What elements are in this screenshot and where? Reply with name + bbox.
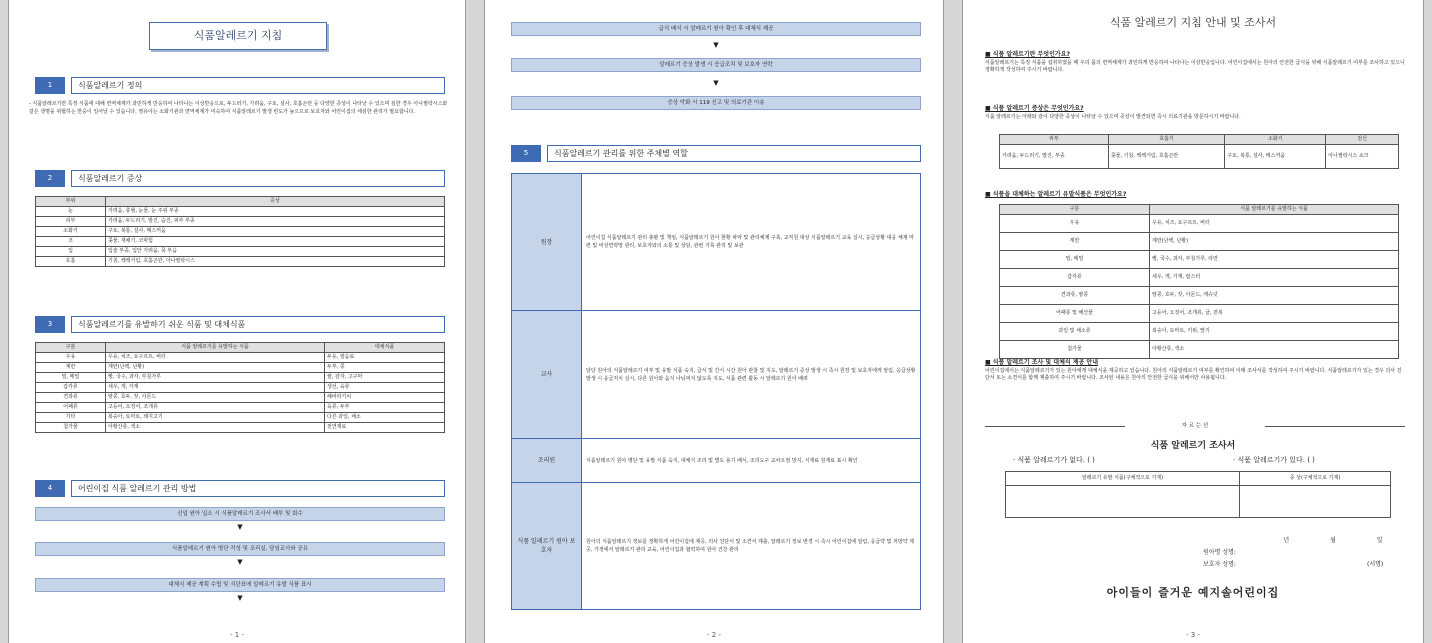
cell: 두부, 콩	[325, 363, 445, 373]
page-number: - 3 -	[1186, 631, 1200, 639]
down-arrow-icon: ▼	[713, 79, 719, 87]
subheading-text: ■ 식품 알레르기란 무엇인가요?	[985, 51, 1070, 58]
flow-step: 급식 배식 시 알레르기 원아 확인 후 대체식 제공	[511, 22, 921, 36]
section-number: 1	[35, 77, 65, 94]
table-row	[512, 439, 921, 483]
cell: 해바라기씨	[325, 393, 445, 403]
table-row	[1000, 287, 1399, 305]
section-number: 2	[35, 170, 65, 187]
table-header: 식품 알레르기를 유발하는 식품	[1150, 205, 1399, 215]
allergy-food-input[interactable]	[1006, 486, 1240, 518]
cell: 천연재료	[325, 423, 445, 433]
date-year: 년	[1283, 537, 1290, 544]
cut-line	[985, 422, 1405, 430]
cell: 첨가물	[36, 423, 106, 433]
cell: 어패류	[36, 403, 106, 413]
cell: 입술 부종, 입안 가려움, 목 부음	[106, 247, 445, 257]
paragraph: 식품알레르기는 특정 식품을 섭취하였을 때 우리 몸의 면역체계가 과민하게 반응하여 나타나는 이상반응입니다. 어린이집에서는 원아의 안전한 급식을 위해 식품알레르기 여부를 조사하고 있으니 정확하게 작성하여 주시기 바랍니다.	[985, 60, 1405, 73]
cell: 새우, 게, 가재	[106, 383, 325, 393]
subheading	[985, 358, 1098, 367]
flow-step: 알레르기 증상 발생 시 응급조치 및 보호자 연락	[511, 58, 921, 72]
role-label: 조리원	[512, 439, 582, 483]
subheading	[985, 104, 1084, 113]
role-label: 원장	[512, 174, 582, 311]
cell: 복숭아, 토마토, 키위, 딸기	[1150, 323, 1399, 341]
flow-step: 대체식 제공 계획 수립 및 식단표에 알레르기 유발 식품 표시	[35, 578, 445, 592]
option-has-allergy[interactable]: · 식품 알레르기가 있다. ( )	[1233, 456, 1315, 464]
cell: 구토, 복통, 설사, 메스꺼움	[106, 227, 445, 237]
table-row	[36, 247, 445, 257]
role-text: 원아의 식품알레르기 정보를 정확하게 어린이집에 제공, 의사 진단서 및 소견서 제출, 알레르기 정보 변경 시 즉시 어린이집에 알림, 응급약 및 처방약 제공, 가정에서 알레르기 관리 교육, 어린이집과 협력하여 원아 건강 관리	[582, 483, 921, 610]
cell: 새우, 게, 가재, 랍스터	[1150, 269, 1399, 287]
table-row	[1000, 215, 1399, 233]
cell: 우유	[1000, 215, 1150, 233]
page-title: 식품알레르기 지침	[149, 22, 327, 50]
table-row	[512, 174, 921, 311]
page-number: - 2 -	[707, 631, 721, 639]
cell: 아황산류, 색소	[106, 423, 325, 433]
table-header: 호흡기	[1108, 135, 1225, 145]
cell: 가려움, 충혈, 눈물, 눈 주위 부종	[106, 207, 445, 217]
cell: 어패류 및 해산물	[1000, 305, 1150, 323]
table-header: 증 상(구체적으로 기재)	[1240, 472, 1391, 486]
section-title: 식품알레르기 증상	[71, 170, 445, 187]
table-row	[36, 257, 445, 267]
table-header: 대체식품	[325, 343, 445, 353]
table-row	[36, 237, 445, 247]
role-text: 담당 원아의 식품알레르기 여부 및 유발 식품 숙지, 급식 및 간식 시간 원아 관찰 및 지도, 알레르기 증상 발생 시 즉시 원장 및 보호자에게 알림, 응급상황 발생 시 응급처치 실시, 다른 원아와 음식 나눠먹지 않도록 지도, 식품 관련 활동 시 알레르기 원아 배려	[582, 311, 921, 439]
cell: 계란	[36, 363, 106, 373]
cell: 눈	[36, 207, 106, 217]
cell: 우유, 치즈, 요구르트, 버터	[1150, 215, 1399, 233]
child-name-label: 원아명 성명:	[1203, 549, 1236, 556]
cut-label: 자 르 는 선	[1181, 423, 1209, 429]
cell: 두유, 쌀음료	[325, 353, 445, 363]
cell: 땅콩, 호두, 잣, 아몬드	[106, 393, 325, 403]
cell: 계란(난백, 난황)	[106, 363, 325, 373]
table-row	[36, 413, 445, 423]
section-title: 식품알레르기 관리를 위한 주체별 역할	[547, 145, 921, 162]
table-row	[36, 363, 445, 373]
cell: 쌀, 감자, 고구마	[325, 373, 445, 383]
cell: 첨가물	[1000, 341, 1150, 359]
food-table	[999, 204, 1399, 359]
table-row	[512, 311, 921, 439]
table-row	[1000, 341, 1399, 359]
guardian-name-label: 보호자 성명:	[1203, 561, 1236, 568]
subheading-text: ■ 식품 알레르기 조사 및 대체식 제공 안내	[985, 359, 1099, 366]
table-row	[36, 353, 445, 363]
cell: 복숭아, 토마토, 돼지고기	[106, 413, 325, 423]
section-5-header	[511, 145, 921, 162]
cell: 우유	[36, 353, 106, 363]
section-title: 어린이집 식품 알레르기 관리 방법	[71, 480, 445, 497]
table-row	[1000, 323, 1399, 341]
cell: 콧물, 기침, 쌕쌕거림, 호흡곤란	[1108, 145, 1225, 169]
section-title: 식품알레르기 정의	[71, 77, 445, 94]
cell: 호흡	[36, 257, 106, 267]
cell: 가려움, 두드러기, 발진, 습진, 피부 부종	[106, 217, 445, 227]
cell: 계란(난백, 난황)	[1150, 233, 1399, 251]
table-header: 증상	[106, 197, 445, 207]
section-title: 식품알레르기를 유발하기 쉬운 식품 및 대체식품	[71, 316, 445, 333]
cell: 땅콩, 호두, 잣, 아몬드, 캐슈넛	[1150, 287, 1399, 305]
table-row	[36, 383, 445, 393]
cell: 빵, 국수, 과자, 부침가루	[106, 373, 325, 383]
cell: 코	[36, 237, 106, 247]
table-header: 소화기	[1225, 135, 1326, 145]
cell: 견과류	[36, 393, 106, 403]
down-arrow-icon: ▼	[237, 594, 243, 602]
section-number: 5	[511, 145, 541, 162]
flow-step: 신입 원아 입소 시 식품알레르기 조사서 배부 및 회수	[35, 507, 445, 521]
table-header: 피부	[1000, 135, 1109, 145]
cell: 아황산류, 색소	[1150, 341, 1399, 359]
section-number: 4	[35, 480, 65, 497]
role-text: 식품알레르기 원아 명단 및 유발 식품 숙지, 대체식 조리 및 별도 용기 배식, 조리도구 교차오염 방지, 식재료 원재료 표시 확인	[582, 439, 921, 483]
cell: 고등어, 오징어, 조개류, 굴, 전복	[1150, 305, 1399, 323]
table-row	[1000, 233, 1399, 251]
paragraph: 어린이집에서는 식품알레르기가 있는 원아에게 대체식을 제공하고 있습니다. 원아의 식품알레르기 여부를 확인하여 아래 조사서를 작성하여 주시기 바랍니다. 식품알레르기가 있는 경우 의사 진단서 또는 소견서를 함께 제출하여 주시기 바랍니다. 조사된 내용은 원아의 안전한 급식을 위해서만 사용됩니다.	[985, 368, 1402, 381]
table-row	[36, 403, 445, 413]
table-header: 전신	[1326, 135, 1399, 145]
section-number: 3	[35, 316, 65, 333]
section-4-header	[35, 480, 445, 497]
survey-title: 식품 알레르기 조사서	[1150, 441, 1236, 451]
section-1-header	[35, 77, 445, 94]
symptom-table	[35, 196, 445, 267]
table-header: 구분	[36, 343, 106, 353]
table-row	[36, 373, 445, 383]
cell: 갑각류	[1000, 269, 1150, 287]
cell: 육류, 두부	[325, 403, 445, 413]
page-title: 식품 알레르기 지침 안내 및 조사서	[1109, 16, 1277, 29]
table-row	[1000, 269, 1399, 287]
role-label: 식품 알레르기 원아 보호자	[512, 483, 582, 610]
subheading-text: ■ 식품 알레르기 증상은 무엇인가요?	[985, 105, 1084, 112]
date-month: 월	[1330, 537, 1336, 544]
roles-table	[511, 173, 921, 610]
role-text: 어린이집 식품알레르기 관리 총괄 및 책임, 식품알레르기 원아 현황 파악 및 관리체계 구축, 교직원 대상 식품알레르기 교육 실시, 응급상황 대응 체계 마련 및 비상연락망 관리, 보호자와의 소통 및 상담, 관련 기록 관리 및 보관	[582, 174, 921, 311]
table-row	[36, 227, 445, 237]
definition-text: - 식품알레르기란 특정 식품에 대해 면역체계가 과민하게 반응하여 나타나는 이상반응으로, 두드러기, 가려움, 구토, 설사, 호흡곤란 등 다양한 증상이 나타날 수 있으며 심한 경우 아나필락시스와 같은 생명을 위협하는 반응이 일어날 수 있습니다. 영유아는 소화기관과 면역체계가 미숙하여 식품알레르기 발생 빈도가 높으므로 보호자와 어린이집의 세심한 관리가 필요합니다.	[29, 101, 448, 115]
cell: 밀, 메밀	[1000, 251, 1150, 269]
cell: 기타	[36, 413, 106, 423]
table-header: 알레르기 유발 식품(구체적으로 기재)	[1006, 472, 1240, 486]
section-2-header	[35, 170, 445, 187]
option-no-allergy[interactable]: · 식품 알레르기가 없다. ( )	[1013, 456, 1095, 464]
cell: 우유, 치즈, 요구르트, 버터	[106, 353, 325, 363]
cell: 갑각류	[36, 383, 106, 393]
paragraph: 식품 알레르기는 아래와 같이 다양한 증상이 나타날 수 있으며 증상이 발견되면 즉시 의료기관을 방문하시기 바랍니다.	[985, 114, 1241, 120]
cell: 콧물, 재채기, 코막힘	[106, 237, 445, 247]
cell: 소화기	[36, 227, 106, 237]
table-row	[1000, 145, 1399, 169]
table-header: 식품 알레르기를 유발하는 식품	[106, 343, 325, 353]
section-3-header	[35, 316, 445, 333]
page-1	[8, 0, 466, 643]
footer-daycare-name: 아이들이 즐거운 예지솔어린이집	[1106, 586, 1280, 599]
down-arrow-icon: ▼	[237, 523, 243, 531]
subheading-text: ■ 식품을 대체하는 알레르기 유발식품은 무엇인가요?	[985, 191, 1127, 198]
table-header: 구분	[1000, 205, 1150, 215]
cell: 견과류, 땅콩	[1000, 287, 1150, 305]
cell: 생선, 육류	[325, 383, 445, 393]
subheading	[985, 50, 1070, 59]
flow-step: 식품알레르기 원아 명단 작성 및 조리실, 담임교사와 공유	[35, 542, 445, 556]
page-number: - 1 -	[230, 631, 244, 639]
table-row	[36, 423, 445, 433]
table-header: 부위	[36, 197, 106, 207]
cell: 가려움, 두드러기, 발진, 부종	[1000, 145, 1109, 169]
down-arrow-icon: ▼	[713, 41, 719, 49]
cell: 입	[36, 247, 106, 257]
cell: 밀, 메밀	[36, 373, 106, 383]
table-row	[512, 483, 921, 610]
survey-table	[1005, 471, 1391, 518]
role-label: 교사	[512, 311, 582, 439]
flow-step: 증상 악화 시 119 신고 및 의료기관 이송	[511, 96, 921, 110]
table-row	[36, 217, 445, 227]
date-row	[1263, 535, 1403, 544]
down-arrow-icon: ▼	[237, 558, 243, 566]
table-row	[36, 393, 445, 403]
table-row	[36, 207, 445, 217]
cell: 계란	[1000, 233, 1150, 251]
allergy-symptom-input[interactable]	[1240, 486, 1391, 518]
cell: 구토, 복통, 설사, 메스꺼움	[1225, 145, 1326, 169]
subheading	[985, 190, 1126, 199]
page-2	[484, 0, 944, 643]
cell: 다른 과일, 채소	[325, 413, 445, 423]
date-day: 일	[1376, 537, 1383, 544]
cell: 고등어, 오징어, 조개류	[106, 403, 325, 413]
page-3	[962, 0, 1424, 643]
cell: 피부	[36, 217, 106, 227]
table-row	[1000, 305, 1399, 323]
signature-label: (서명)	[1367, 561, 1384, 568]
symptom-table	[999, 134, 1399, 169]
cell: 과일 및 채소류	[1000, 323, 1150, 341]
cell: 아나필락시스 쇼크	[1326, 145, 1399, 169]
food-table	[35, 342, 445, 433]
cell: 기침, 쌕쌕거림, 호흡곤란, 아나필락시스	[106, 257, 445, 267]
cell: 빵, 국수, 과자, 부침가루, 라면	[1150, 251, 1399, 269]
table-row	[1000, 251, 1399, 269]
